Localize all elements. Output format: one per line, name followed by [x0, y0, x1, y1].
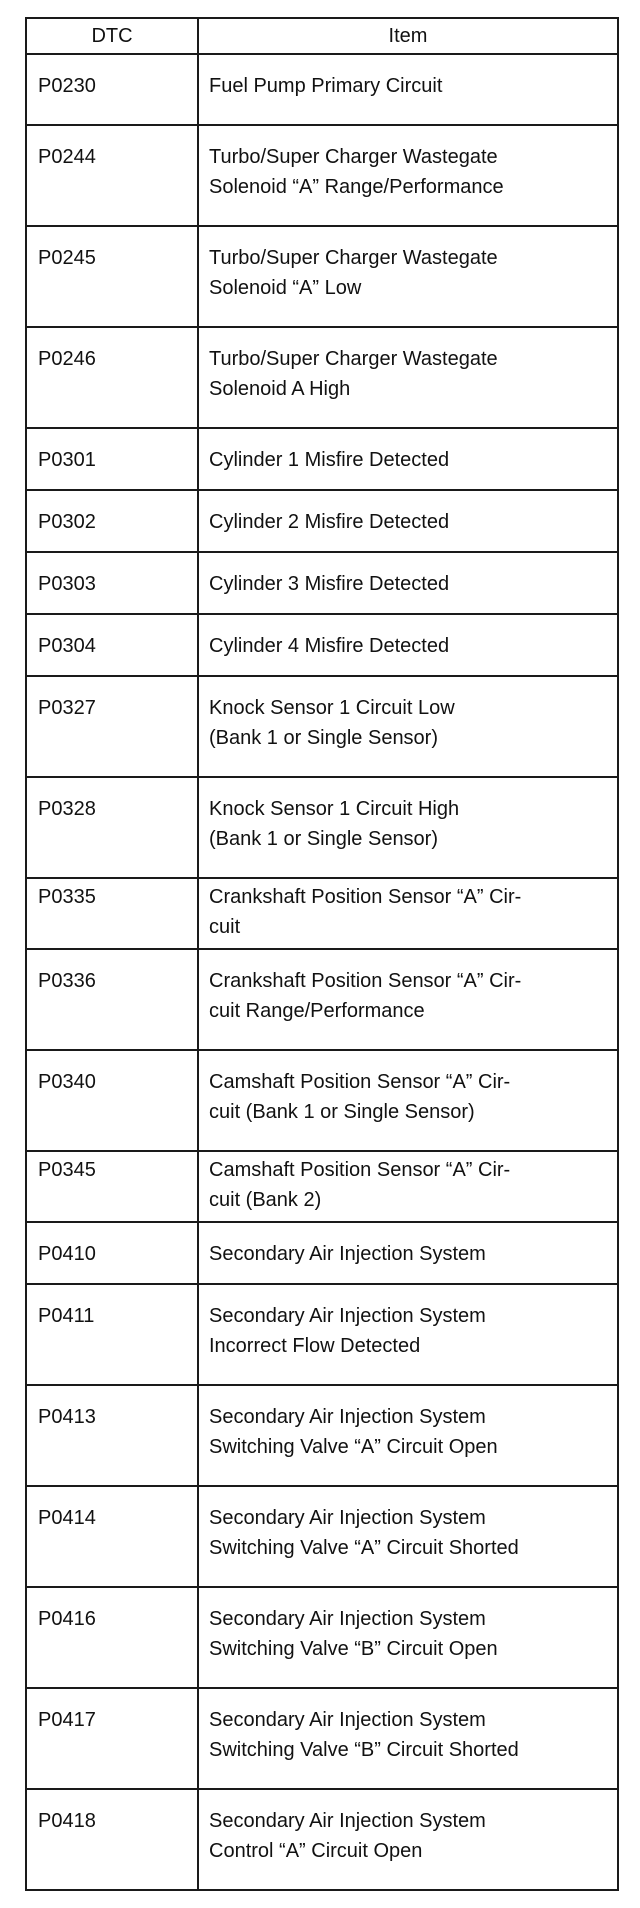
dtc-code: P0335 — [26, 878, 198, 949]
dtc-item — [198, 949, 618, 1050]
dtc-item — [198, 1486, 618, 1587]
dtc-item — [198, 327, 618, 428]
dtc-code: P0230 — [26, 54, 198, 125]
dtc-item — [198, 1222, 618, 1284]
table-row — [26, 1050, 618, 1151]
dtc-item — [198, 428, 618, 490]
dtc-item-line: Incorrect Flow Detected — [209, 1335, 421, 1357]
header-row — [26, 18, 618, 54]
dtc-item-line: Secondary Air Injection System — [209, 1608, 486, 1630]
dtc-item — [198, 226, 618, 327]
dtc-code: P0303 — [26, 552, 198, 614]
table-row — [26, 614, 618, 676]
table-row — [26, 327, 618, 428]
dtc-item-line: Crankshaft Position Sensor “A” Cir- — [209, 886, 522, 908]
dtc-item — [198, 1789, 618, 1890]
dtc-item-line: cuit Range/Performance — [209, 1000, 425, 1022]
dtc-item-line: cuit (Bank 2) — [209, 1189, 322, 1211]
dtc-item-line: Solenoid “A” Low — [209, 277, 362, 299]
dtc-item-line: Turbo/Super Charger Wastegate — [209, 348, 498, 370]
dtc-code: P0416 — [26, 1587, 198, 1688]
dtc-code: P0336 — [26, 949, 198, 1050]
dtc-code: P0418 — [26, 1789, 198, 1890]
table-row — [26, 125, 618, 226]
dtc-table — [25, 17, 619, 1891]
dtc-item-line: Cylinder 3 Misfire Detected — [209, 573, 450, 595]
dtc-item — [198, 1151, 618, 1222]
dtc-code: P0345 — [26, 1151, 198, 1222]
dtc-item — [198, 878, 618, 949]
table-row — [26, 490, 618, 552]
table-row — [26, 1151, 618, 1222]
dtc-item — [198, 552, 618, 614]
table-body — [26, 54, 618, 1890]
dtc-code: P0340 — [26, 1050, 198, 1151]
dtc-item — [198, 54, 618, 125]
dtc-code: P0414 — [26, 1486, 198, 1587]
dtc-item-line: (Bank 1 or Single Sensor) — [209, 727, 439, 749]
dtc-item-line: Secondary Air Injection System — [209, 1507, 486, 1529]
table-row — [26, 1284, 618, 1385]
table-row — [26, 54, 618, 125]
dtc-item-line: Secondary Air Injection System — [209, 1406, 486, 1428]
table-row — [26, 1587, 618, 1688]
dtc-code: P0413 — [26, 1385, 198, 1486]
dtc-code: P0417 — [26, 1688, 198, 1789]
dtc-item-line: Fuel Pump Primary Circuit — [209, 75, 443, 97]
table-row — [26, 428, 618, 490]
dtc-code: P0301 — [26, 428, 198, 490]
dtc-item-line: Solenoid “A” Range/Performance — [209, 176, 504, 198]
dtc-code: P0246 — [26, 327, 198, 428]
dtc-code: P0328 — [26, 777, 198, 878]
dtc-item — [198, 1284, 618, 1385]
dtc-item-line: Knock Sensor 1 Circuit High — [209, 798, 460, 820]
table-row — [26, 226, 618, 327]
dtc-code: P0302 — [26, 490, 198, 552]
dtc-item — [198, 614, 618, 676]
dtc-item-line: Camshaft Position Sensor “A” Cir- — [209, 1159, 511, 1181]
dtc-item — [198, 777, 618, 878]
dtc-item-line: Knock Sensor 1 Circuit Low — [209, 697, 455, 719]
dtc-item-line: Turbo/Super Charger Wastegate — [209, 247, 498, 269]
dtc-code: P0411 — [26, 1284, 198, 1385]
dtc-code: P0327 — [26, 676, 198, 777]
dtc-item — [198, 1385, 618, 1486]
table-row — [26, 1789, 618, 1890]
dtc-item-line: Switching Valve “A” Circuit Shorted — [209, 1537, 519, 1559]
dtc-item-line: Control “A” Circuit Open — [209, 1840, 423, 1862]
dtc-item — [198, 1688, 618, 1789]
dtc-code: P0244 — [26, 125, 198, 226]
table-row — [26, 878, 618, 949]
dtc-item-line: Cylinder 1 Misfire Detected — [209, 449, 450, 471]
dtc-item — [198, 1587, 618, 1688]
dtc-item — [198, 676, 618, 777]
dtc-item — [198, 1050, 618, 1151]
header-dtc: DTC — [26, 18, 198, 54]
dtc-item-line: cuit (Bank 1 or Single Sensor) — [209, 1101, 475, 1123]
dtc-item-line: Cylinder 2 Misfire Detected — [209, 511, 450, 533]
table-row — [26, 552, 618, 614]
dtc-code: P0410 — [26, 1222, 198, 1284]
dtc-item-line: Switching Valve “B” Circuit Shorted — [209, 1739, 519, 1761]
table-row — [26, 1385, 618, 1486]
dtc-item-line: Turbo/Super Charger Wastegate — [209, 146, 498, 168]
header-item: Item — [198, 18, 618, 54]
dtc-item-line: Secondary Air Injection System — [209, 1709, 486, 1731]
dtc-item — [198, 125, 618, 226]
dtc-code: P0304 — [26, 614, 198, 676]
dtc-item — [198, 490, 618, 552]
dtc-item-line: Solenoid A High — [209, 378, 351, 400]
table-row — [26, 1486, 618, 1587]
dtc-item-line: Crankshaft Position Sensor “A” Cir- — [209, 970, 522, 992]
dtc-item-line: Secondary Air Injection System — [209, 1305, 486, 1327]
dtc-item-line: Secondary Air Injection System — [209, 1810, 486, 1832]
table-row — [26, 949, 618, 1050]
dtc-item-line: (Bank 1 or Single Sensor) — [209, 828, 439, 850]
dtc-item-line: Switching Valve “B” Circuit Open — [209, 1638, 498, 1660]
dtc-item-line: cuit — [209, 916, 241, 938]
table-row — [26, 1222, 618, 1284]
dtc-item-line: Secondary Air Injection System — [209, 1243, 486, 1265]
dtc-code: P0245 — [26, 226, 198, 327]
dtc-item-line: Switching Valve “A” Circuit Open — [209, 1436, 498, 1458]
dtc-item-line: Camshaft Position Sensor “A” Cir- — [209, 1071, 511, 1093]
table-row — [26, 676, 618, 777]
dtc-item-line: Cylinder 4 Misfire Detected — [209, 635, 450, 657]
table-row — [26, 1688, 618, 1789]
table-row — [26, 777, 618, 878]
